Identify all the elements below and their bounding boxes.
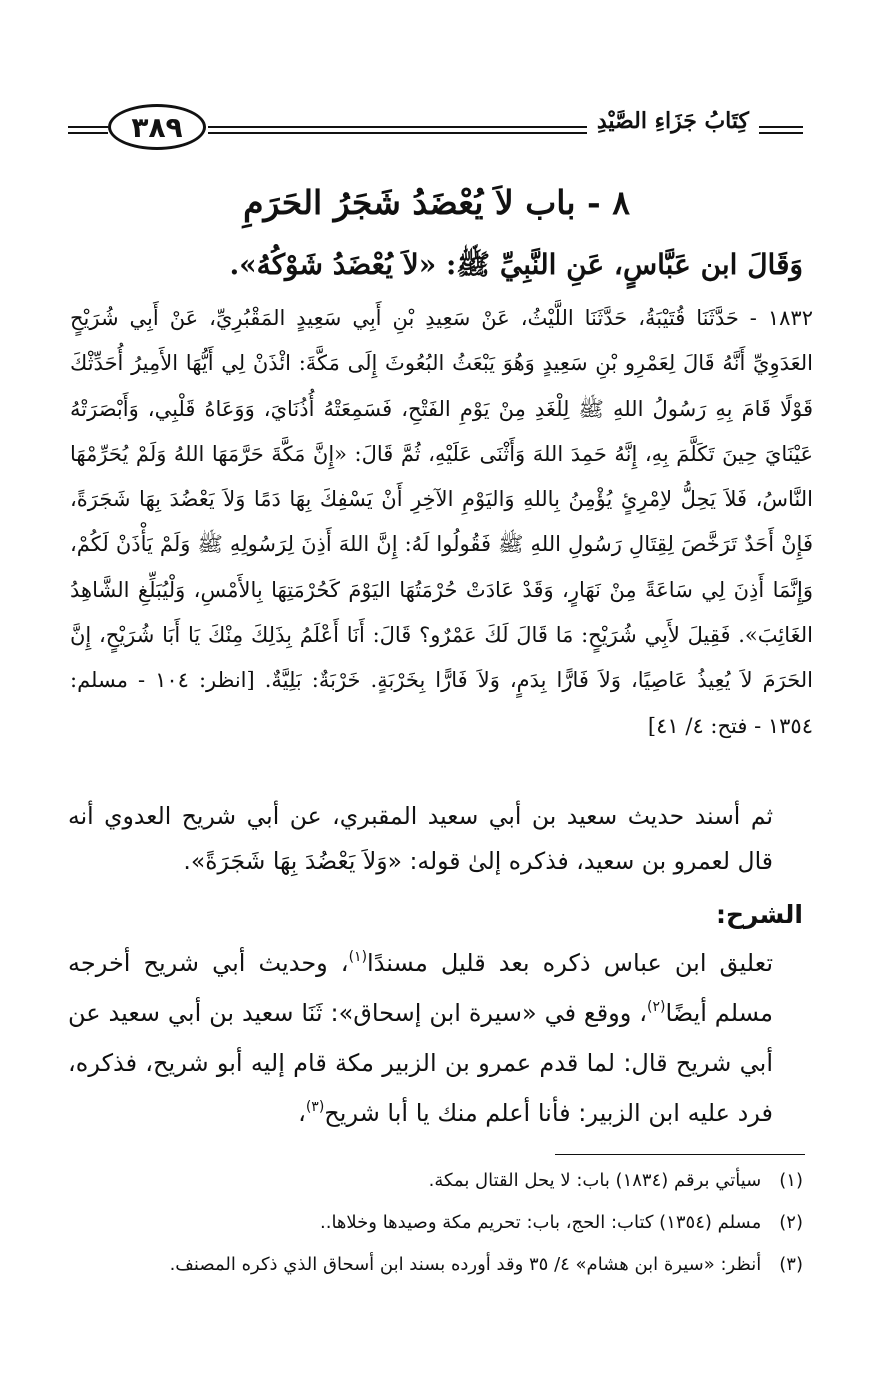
footnote-number: (١) [779, 1170, 803, 1191]
footnote-ref[interactable]: (١) [348, 949, 368, 965]
footnote-divider [555, 1154, 805, 1155]
commentary-block [68, 794, 813, 884]
sharh-body [68, 938, 813, 1138]
chapter-title: ٨ - باب لاَ يُعْضَدُ شَجَرُ الحَرَمِ [243, 183, 630, 222]
footnote-ref[interactable]: (٣) [305, 1099, 325, 1115]
page-header [68, 100, 803, 160]
sharh-heading: الشرح: [716, 900, 803, 929]
running-title: كِتَابُ جَزَاءِ الصَّيْدِ [587, 108, 759, 134]
sharh-text: ، وحديث أبي شريح أخرجه مسلم أيضًا [68, 949, 773, 1027]
sharh-text: ، [298, 1099, 306, 1127]
footnotes [58, 1160, 803, 1286]
footnote-text: أنظر: «سيرة ابن هشام» ٤/ ٣٥ وقد أورده بسند ابن أسحاق الذي ذكره المصنف. [169, 1254, 762, 1275]
commentary-paragraph: ثم أسند حديث سعيد بن أبي سعيد المقبري، عن أبي شريح العدوي أنه قال لعمرو بن سعيد، فذكره إلىٰ قوله: «وَلاَ يَعْضُدَ بِهَا شَجَرَةً». [68, 802, 773, 875]
footnote-number: (٣) [779, 1254, 803, 1275]
footnote-text: سيأتي برقم (١٨٣٤) باب: لا يحل القتال بمكة. [428, 1170, 762, 1191]
sharh-paragraph [68, 938, 813, 1138]
footnote-number: (٢) [779, 1212, 803, 1233]
page-number: ٣٨٩ [108, 104, 206, 150]
footnote-text: مسلم (١٣٥٤) كتاب: الحج، باب: تحريم مكة وصيدها وخلاها.. [320, 1212, 762, 1233]
header-rule [68, 126, 108, 128]
hadith-text: ١٨٣٢ - حَدَّثَنَا قُتَيْبَةُ، حَدَّثَنَا اللَّيْثُ، عَنْ سَعِيدِ بْنِ أَبِي سَعِيدٍ المَقْبُرِيِّ، عَنْ أَبِي شُرَيْحٍ العَدَوِيِّ أَنَّهُ قَالَ لِعَمْرِو بْنِ سَعِيدٍ وَهُوَ يَبْعَثُ البُعُوثَ إِلَى مَكَّةَ: ائْذَنْ لِي أَيُّهَا الأَمِيرُ أُحَدِّثْكَ قَوْلًا قَامَ بِهِ رَسُولُ اللهِ ﷺ لِلْغَدِ مِنْ يَوْمِ الفَتْحِ، فَسَمِعَتْهُ أُذُنَايَ، وَوَعَاهُ قَلْبِي، وَأَبْصَرَتْهُ عَيْنَايَ حِينَ تَكَلَّمَ بِهِ، إِنَّهُ حَمِدَ اللهَ وَأَثْنَى عَلَيْهِ، ثُمَّ قَالَ: «إِنَّ مَكَّةَ حَرَّمَهَا اللهُ وَلَمْ يُحَرِّمْهَا النَّاسُ، فَلاَ يَحِلُّ لاِمْرِئٍ يُؤْمِنُ بِاللهِ وَاليَوْمِ الآخِرِ أَنْ يَسْفِكَ بِهَا دَمًا وَلاَ يَعْضُدَ بِهَا شَجَرَةً، فَإِنْ أَحَدٌ تَرَخَّصَ لِقِتَالِ رَسُولِ اللهِ ﷺ فَقُولُوا لَهُ: إِنَّ اللهَ أَذِنَ لِرَسُولِهِ ﷺ وَلَمْ يَأْذَنْ لَكُمْ، وَإِنَّمَا أَذِنَ لِي سَاعَةً مِنْ نَهَارٍ، وَقَدْ عَادَتْ حُرْمَتُهَا اليَوْمَ كَحُرْمَتِهَا بِالأَمْسِ، وَلْيُبَلِّغِ الشَّاهِدُ الغَائِبَ». فَقِيلَ لأَبِي شُرَيْحٍ: مَا قَالَ لَكَ عَمْرٌو؟ قَالَ: أَنَا أَعْلَمُ بِذَلِكَ مِنْكَ يَا أَبَا شُرَيْحٍ، إِنَّ الحَرَمَ لاَ يُعِيذُ عَاصِيًا، وَلاَ فَارًّا بِدَمٍ، وَلاَ فَارًّا بِخَرْبَةٍ. خَرْبَةٌ: بَلِيَّةٌ. [انظر: ١٠٤ - مسلم: ١٣٥٤ - فتح: ٤/ ٤١] [70, 306, 813, 738]
sharh-text: ، ووقع في «سيرة ابن إسحاق»: ثَنَا سعيد بن أبي سعيد عن أبي شريح قال: لما قدم عمرو بن الزبير مكة قام إليه أبو شريح، فذكره، فرد عليه ابن الزبير: فأنا أعلم منك يا أبا شريح [68, 999, 773, 1127]
footnote-ref[interactable]: (٢) [646, 999, 666, 1015]
footnote-item [58, 1244, 803, 1286]
hadith-text-block [70, 296, 813, 749]
chapter-intro: وَقَالَ ابن عَبَّاسٍ، عَنِ النَّبِيِّ ﷺ: «لاَ يُعْضَدُ شَوْكُهُ». [229, 248, 803, 281]
footnote-item [58, 1160, 803, 1202]
header-rule [68, 132, 108, 134]
sharh-text: تعليق ابن عباس ذكره بعد قليل مسندًا [367, 949, 773, 977]
footnote-item [58, 1202, 803, 1244]
